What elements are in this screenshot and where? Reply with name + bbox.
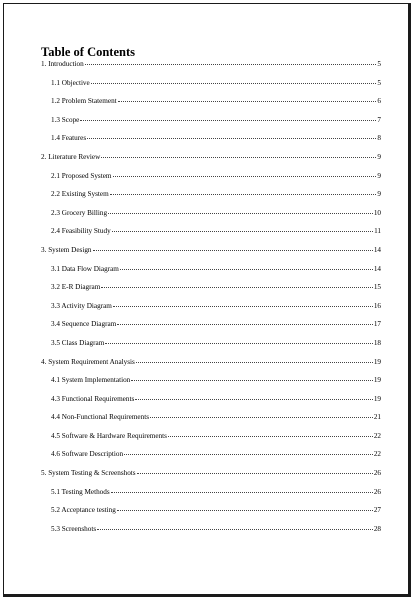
toc-entry-label: 3.5 Class Diagram <box>51 338 105 347</box>
toc-page-number: 9 <box>377 171 381 180</box>
toc-dot-leader <box>108 207 373 214</box>
toc-entry-label: 1.4 Features <box>51 134 87 143</box>
toc-page-number: 28 <box>373 524 381 533</box>
toc-dot-leader <box>118 95 377 102</box>
toc-container <box>41 45 381 542</box>
toc-page-number: 8 <box>377 134 381 143</box>
toc-section-entry[interactable] <box>41 245 381 264</box>
toc-subsection-entry[interactable] <box>41 338 381 357</box>
toc-entry-label: 1.3 Scope <box>51 115 80 124</box>
toc-page-number: 22 <box>373 431 381 440</box>
toc-dot-leader <box>111 486 373 493</box>
toc-section-entry[interactable] <box>41 59 381 69</box>
toc-entry-label: 5. System Testing & Screenshots <box>41 469 136 478</box>
toc-subsection-entry[interactable] <box>41 208 381 227</box>
toc-page-number: 16 <box>373 301 381 310</box>
toc-entry-label: 4.3 Functional Requirements <box>51 394 135 403</box>
toc-page-number: 18 <box>373 338 381 347</box>
toc-dot-leader <box>131 374 373 381</box>
toc-dot-leader <box>97 523 373 530</box>
toc-subsection-entry[interactable] <box>41 505 381 524</box>
toc-subsection-entry[interactable] <box>41 78 381 97</box>
toc-entry-label: 1.2 Problem Statement <box>51 97 117 106</box>
toc-page-number: 9 <box>377 152 381 161</box>
toc-subsection-entry[interactable] <box>41 412 381 431</box>
toc-entry-label: 5.3 Screenshots <box>51 524 97 533</box>
toc-subsection-entry[interactable] <box>41 301 381 320</box>
toc-entry-label: 5.1 Testing Methods <box>51 487 110 496</box>
toc-dot-leader <box>93 244 373 251</box>
toc-dot-leader <box>120 263 373 270</box>
toc-subsection-entry[interactable] <box>41 431 381 450</box>
toc-dot-leader <box>137 467 373 474</box>
toc-page-number: 19 <box>373 357 381 366</box>
toc-subsection-entry[interactable] <box>41 524 381 543</box>
toc-subsection-entry[interactable] <box>41 115 381 134</box>
toc-entry-label: 4.1 System Implementation <box>51 376 131 385</box>
toc-dot-leader <box>113 170 377 177</box>
toc-dot-leader <box>113 300 373 307</box>
toc-entry-label: 4. System Requirement Analysis <box>41 357 135 366</box>
toc-page-number: 5 <box>377 60 381 68</box>
toc-page-number: 26 <box>373 487 381 496</box>
toc-entry-label: 4.4 Non-Functional Requirements <box>51 413 150 422</box>
toc-page-number: 15 <box>373 283 381 292</box>
toc-entry-label: 2.3 Grocery Billing <box>51 208 108 217</box>
toc-entry-label: 5.2 Acceptance testing <box>51 506 116 515</box>
toc-list <box>41 59 381 542</box>
toc-section-entry[interactable] <box>41 152 381 171</box>
toc-subsection-entry[interactable] <box>41 189 381 208</box>
toc-entry-label: 2.2 Existing System <box>51 190 109 199</box>
toc-page-number: 5 <box>377 78 381 87</box>
toc-entry-label: 3.4 Sequence Diagram <box>51 320 117 329</box>
toc-page-number: 9 <box>377 190 381 199</box>
toc-dot-leader <box>168 430 373 437</box>
toc-subsection-entry[interactable] <box>41 394 381 413</box>
toc-subsection-entry[interactable] <box>41 264 381 283</box>
toc-entry-label: 1.1 Objective <box>51 78 90 87</box>
toc-subsection-entry[interactable] <box>41 375 381 394</box>
toc-subsection-entry[interactable] <box>41 171 381 190</box>
toc-dot-leader <box>105 337 373 344</box>
toc-page-number: 14 <box>373 245 381 254</box>
toc-entry-label: 4.5 Software & Hardware Requirements <box>51 431 167 440</box>
toc-section-entry[interactable] <box>41 357 381 376</box>
toc-dot-leader <box>85 58 377 65</box>
toc-subsection-entry[interactable] <box>41 282 381 301</box>
toc-section-entry[interactable] <box>41 468 381 487</box>
toc-subsection-entry[interactable] <box>41 319 381 338</box>
toc-entry-label: 1. Introduction <box>41 60 84 68</box>
document-page <box>3 3 411 597</box>
toc-dot-leader <box>136 356 373 363</box>
toc-page-number: 14 <box>373 264 381 273</box>
toc-page-number: 11 <box>374 227 381 236</box>
toc-subsection-entry[interactable] <box>41 487 381 506</box>
toc-page-number: 26 <box>373 469 381 478</box>
toc-page-number: 19 <box>373 376 381 385</box>
toc-page-number: 7 <box>377 115 381 124</box>
toc-dot-leader <box>101 151 376 158</box>
toc-entry-label: 3.3 Activity Diagram <box>51 301 112 310</box>
toc-entry-label: 3.1 Data Flow Diagram <box>51 264 119 273</box>
toc-page-number: 22 <box>373 450 381 459</box>
toc-dot-leader <box>112 225 373 232</box>
toc-page-number: 6 <box>377 97 381 106</box>
toc-entry-label: 2.1 Proposed System <box>51 171 112 180</box>
toc-subsection-entry[interactable] <box>41 226 381 245</box>
toc-dot-leader <box>150 411 373 418</box>
toc-page-number: 19 <box>373 394 381 403</box>
toc-page-number: 27 <box>373 506 381 515</box>
toc-dot-leader <box>117 504 373 511</box>
toc-page-number: 10 <box>373 208 381 217</box>
toc-dot-leader <box>87 132 376 139</box>
toc-dot-leader <box>124 448 373 455</box>
toc-dot-leader <box>117 318 373 325</box>
toc-dot-leader <box>80 114 376 121</box>
toc-dot-leader <box>110 188 377 195</box>
toc-dot-leader <box>101 281 373 288</box>
toc-subsection-entry[interactable] <box>41 133 381 152</box>
toc-entry-label: 3. System Design <box>41 245 92 254</box>
toc-title: Table of Contents <box>41 45 135 59</box>
toc-subsection-entry[interactable] <box>41 96 381 115</box>
toc-entry-label: 3.2 E-R Diagram <box>51 283 101 292</box>
toc-page-number: 17 <box>373 320 381 329</box>
toc-entry-label: 2.4 Feasibility Study <box>51 227 111 236</box>
toc-subsection-entry[interactable] <box>41 449 381 468</box>
toc-dot-leader <box>91 77 377 84</box>
toc-entry-label: 2. Literature Review <box>41 152 101 161</box>
toc-page-number: 21 <box>373 413 381 422</box>
toc-dot-leader <box>135 393 373 400</box>
toc-entry-label: 4.6 Software Description <box>51 450 124 459</box>
